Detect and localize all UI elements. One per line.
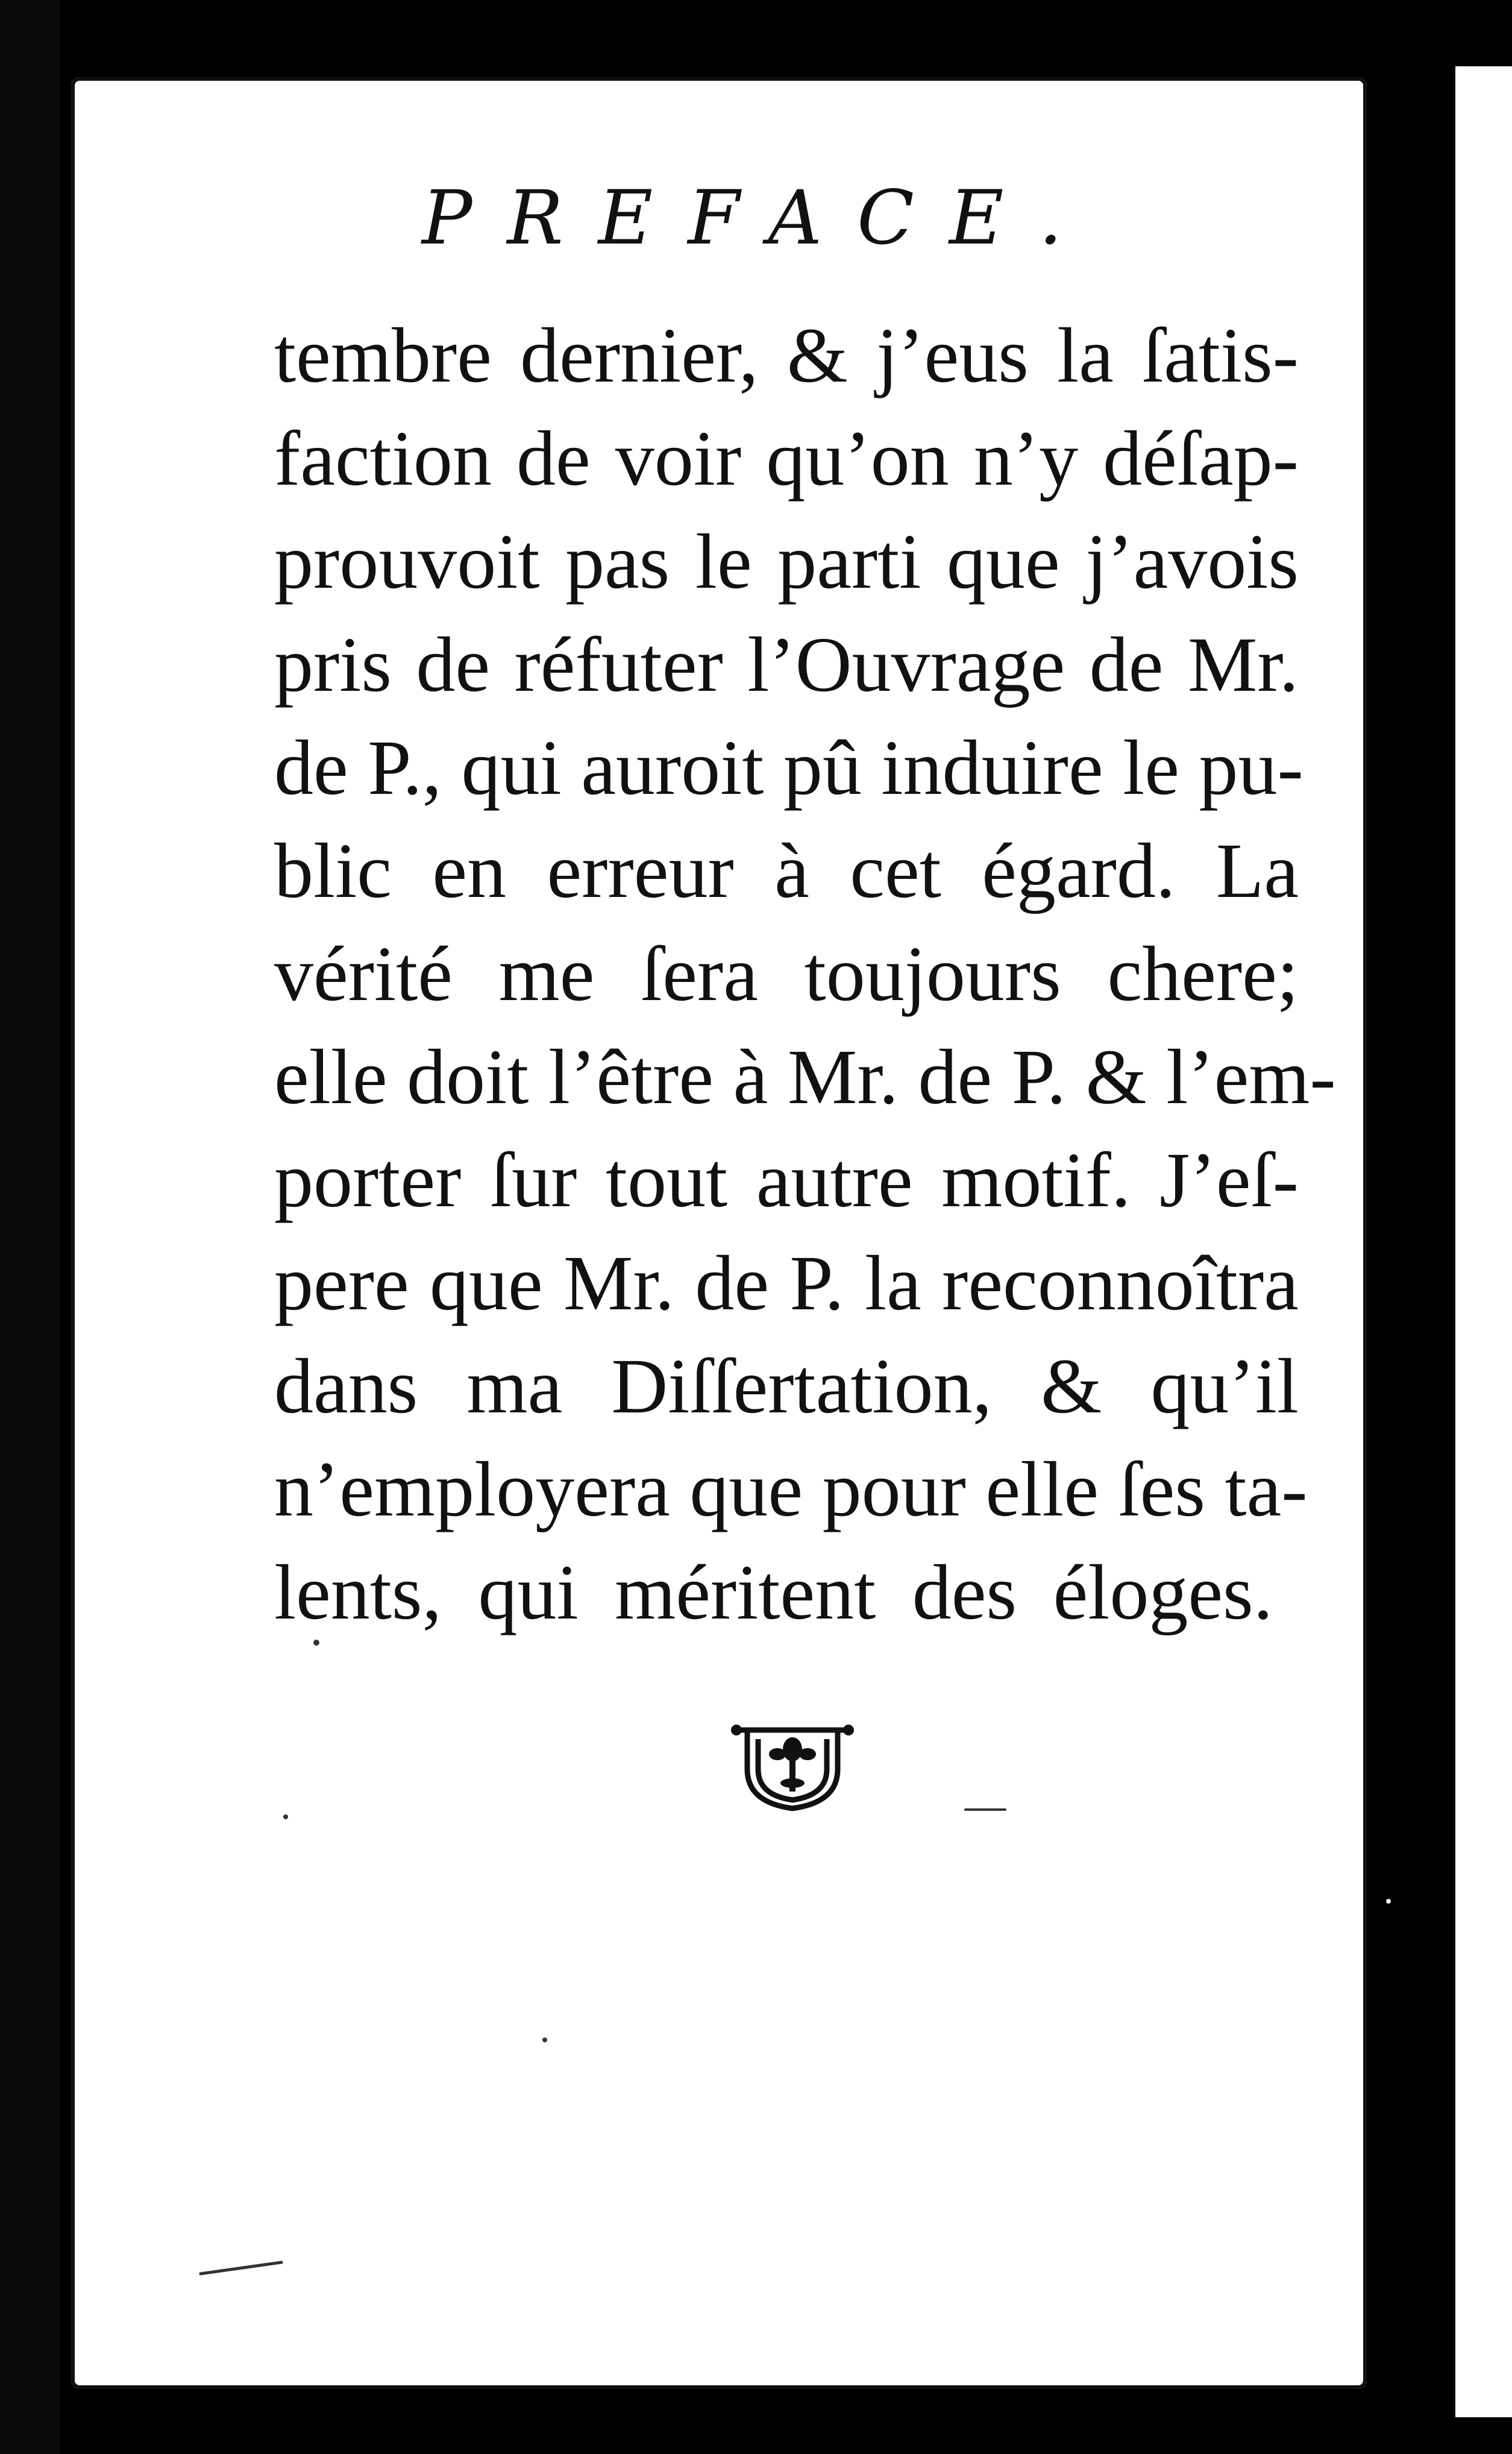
text-line: porter ſur tout autre motif. J’eſ-	[274, 1137, 1299, 1224]
text-line: tembre dernier, & j’eus la ſatis-	[274, 312, 1299, 399]
text-line: lents, qui méritent des éloges.	[274, 1549, 1273, 1636]
fleuron-ornament-icon	[729, 1712, 856, 1814]
text-line: de P., qui auroit pû induire le pu-	[274, 725, 1303, 811]
running-title: PREFACE.	[422, 175, 1097, 262]
gutter-shadow	[1368, 0, 1455, 2454]
text-line: pris de réfuter l’Ouvrage de Mr.	[274, 621, 1299, 708]
body-text	[274, 304, 1336, 1644]
paper-speck	[283, 1814, 288, 1819]
facing-page-sliver	[1455, 66, 1512, 2417]
text-line: dans ma Diſſertation, & qu’il	[274, 1343, 1299, 1430]
paper-speck	[542, 2037, 547, 2042]
paper-speck	[1386, 1899, 1391, 1904]
paper-speck	[964, 1808, 1006, 1811]
text-line: n’employera que pour elle ſes ta-	[274, 1446, 1308, 1533]
text-line: elle doit l’être à Mr. de P. & l’em-	[274, 1034, 1336, 1121]
text-line: blic en erreur à cet égard. La	[274, 828, 1299, 914]
scanner-edge	[0, 0, 60, 2454]
text-line: faction de voir qu’on n’y déſap-	[274, 415, 1299, 502]
paper-speck	[313, 1640, 319, 1646]
text-line: pere que Mr. de P. la reconnoîtra	[274, 1240, 1299, 1327]
text-line: vérité me ſera toujours chere;	[274, 931, 1299, 1018]
text-line: prouvoit pas le parti que j’avois	[274, 518, 1299, 605]
